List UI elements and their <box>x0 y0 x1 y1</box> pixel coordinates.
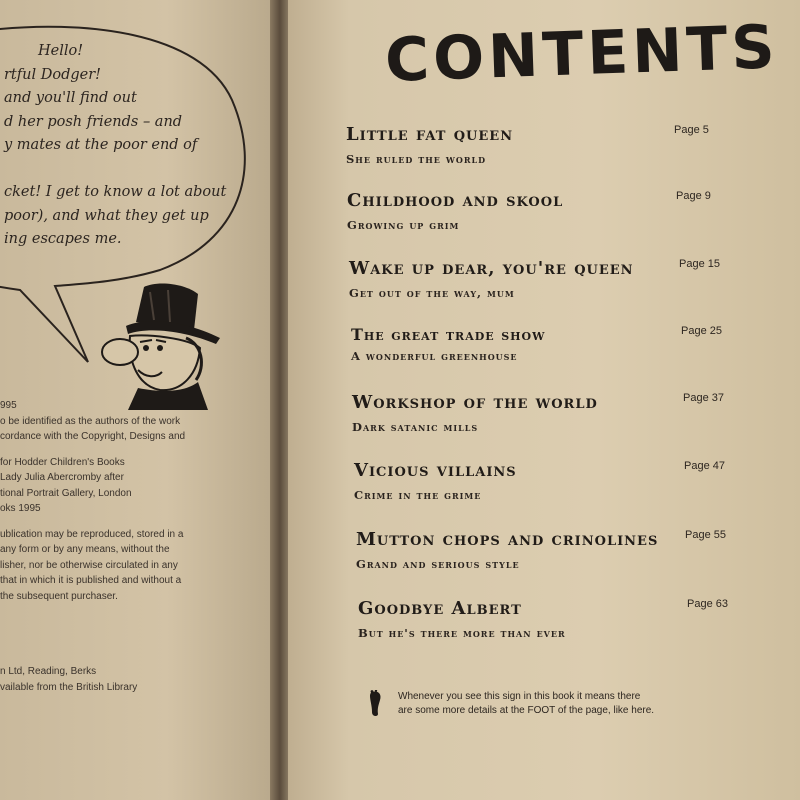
bubble-line: and you'll find out <box>4 90 137 106</box>
chapter-subtitle: Dark satanic mills <box>352 420 479 434</box>
chapter-subtitle: She ruled the world <box>346 152 487 166</box>
foot-note-line: are some more details at the FOOT of the page, like here. <box>398 705 655 716</box>
chapter-page: Page 37 <box>683 392 724 404</box>
imprint-line <box>0 517 232 527</box>
bubble-line: rtful Dodger! <box>4 66 101 83</box>
chapter-page: Page 5 <box>674 124 709 136</box>
bubble-line <box>4 158 234 182</box>
imprint-line: any form or by any means, without the <box>0 544 170 555</box>
artful-dodger-illustration <box>98 282 228 412</box>
chapter-page: Page 55 <box>685 529 726 541</box>
chapter-page: Page 15 <box>679 258 720 270</box>
bubble-line: d her posh friends – and <box>4 113 183 130</box>
foot-note-line: Whenever you see this sign in this book it means there <box>398 691 641 702</box>
chapter-title: Mutton chops and crinolines <box>356 529 659 550</box>
chapter-page: Page 25 <box>681 325 722 337</box>
imprint-line: cordance with the Copyright, Designs and <box>0 431 186 442</box>
imprint-line <box>0 604 232 664</box>
foot-note <box>398 690 738 718</box>
imprint-line: n Ltd, Reading, Berks <box>0 666 97 677</box>
imprint-line: oks 1995 <box>0 503 41 514</box>
bubble-line: cket! I get to know a lot about <box>4 184 227 200</box>
imprint-line: Lady Julia Abercromby after <box>0 472 124 483</box>
imprint-line: lisher, nor be otherwise circulated in any <box>0 559 178 571</box>
imprint-line: the subsequent purchaser. <box>0 590 118 602</box>
foot-icon <box>368 690 384 718</box>
chapter-page: Page 47 <box>684 460 725 472</box>
chapter-title: Childhood and skool <box>347 190 564 211</box>
chapter-title: Vicious villains <box>354 460 517 481</box>
imprint-line: tional Portrait Gallery, London <box>0 487 132 499</box>
bubble-line: poor), and what they get up <box>4 207 209 224</box>
chapter-title: Goodbye Albert <box>358 598 522 619</box>
right-page <box>288 0 800 800</box>
chapter-subtitle: Growing up grim <box>347 218 460 232</box>
chapter-subtitle: But he's there more than ever <box>358 626 566 640</box>
chapter-page: Page 63 <box>687 598 728 610</box>
speech-bubble-text <box>4 40 234 252</box>
chapter-title: Workshop of the world <box>352 392 598 413</box>
bubble-line: y mates at the poor end of <box>4 137 198 153</box>
bubble-line: ing escapes me. <box>4 231 122 247</box>
imprint-line <box>0 445 232 455</box>
chapter-subtitle: A wonderful greenhouse <box>351 349 518 363</box>
imprint-line: ublication may be reproduced, stored in a <box>0 528 184 540</box>
imprint-text <box>0 398 232 695</box>
chapter-page: Page 9 <box>676 190 711 202</box>
left-page <box>0 0 278 800</box>
bubble-line: Hello! <box>38 43 84 59</box>
imprint-line: vailable from the British Library <box>0 681 138 693</box>
chapter-subtitle: Crime in the grime <box>354 488 482 502</box>
chapter-subtitle: Get out of the way, mum <box>349 286 515 300</box>
chapter-title: The great trade show <box>351 325 546 344</box>
imprint-line: o be identified as the authors of the work <box>0 415 181 427</box>
chapter-subtitle: Grand and serious style <box>356 557 520 571</box>
imprint-line: for Hodder Children's Books <box>0 456 125 468</box>
imprint-line: 995 <box>0 400 17 411</box>
chapter-title: Wake up dear, you're queen <box>349 258 634 279</box>
imprint-line: that in which it is published and without a <box>0 575 182 586</box>
page-title: CONTENTS <box>384 12 780 96</box>
chapter-title: Little fat queen <box>346 124 514 145</box>
